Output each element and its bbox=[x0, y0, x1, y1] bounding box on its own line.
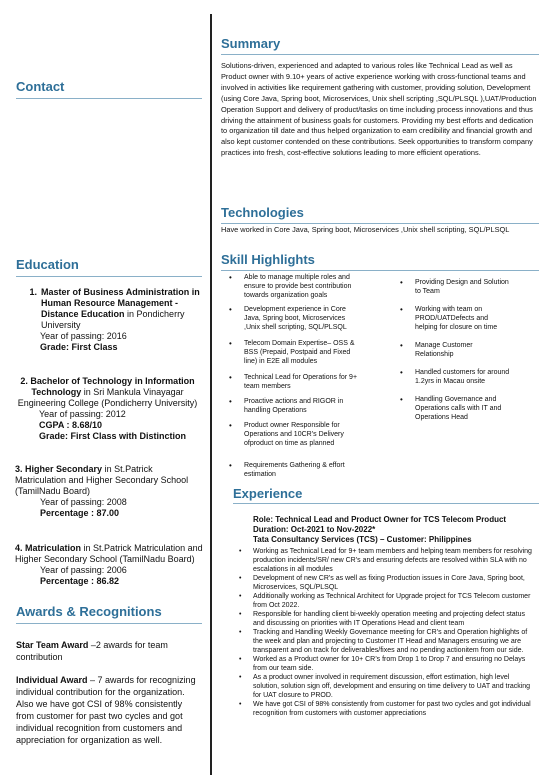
education-degree: Bachelor of Technology in Information Technology bbox=[30, 376, 195, 397]
summary-rule bbox=[221, 54, 539, 55]
bullet-icon: • bbox=[400, 395, 403, 404]
education-percentage: Percentage : 86.82 bbox=[40, 576, 120, 586]
technologies-rule bbox=[221, 223, 539, 224]
bullet-icon: • bbox=[229, 373, 232, 382]
education-cgpa: CGPA : 8.68/10 bbox=[39, 420, 103, 430]
education-number: 3. bbox=[15, 464, 23, 474]
education-institution: in Pondicherry University bbox=[41, 309, 185, 330]
skill-item bbox=[221, 461, 361, 479]
award-text: –2 awards for team contribution bbox=[16, 640, 168, 662]
education-year: Year of passing: 2012 bbox=[39, 409, 126, 419]
experience-item-text: Responsible for handling client bi-weekly operation meeting and projecting defect status and discussing on priorities with IT Operations Head and client team bbox=[253, 611, 525, 627]
skill-item bbox=[392, 341, 512, 359]
experience-item-text: We have got CSI of 98% consistently from customer for past two cycles and got individual recognition from customers with customer appreciations bbox=[253, 701, 531, 717]
skill-item-text: Handling Governance and Operations calls with IT and Operations Head bbox=[415, 396, 502, 421]
skill-item-text: Telecom Domain Expertise– OSS & BSS (Prepaid, Postpaid and Fixed line) in E2E all modules bbox=[244, 340, 355, 365]
award-title: Individual Award bbox=[16, 675, 88, 685]
experience-item bbox=[231, 610, 536, 628]
experience-item-text: Working as Technical Lead for 9+ team members and helping team members for resolving production incidents/SR/ new CR’s and ensuring defects are resolved within SLA with no escalations in all modules bbox=[253, 548, 532, 573]
experience-item bbox=[231, 574, 536, 592]
bullet-icon: • bbox=[229, 339, 232, 348]
bullet-icon: • bbox=[239, 629, 242, 636]
skills-heading: Skill Highlights bbox=[221, 252, 315, 267]
award-item-1 bbox=[16, 639, 202, 663]
experience-item bbox=[231, 673, 536, 700]
education-year: Year of passing: 2016 bbox=[40, 331, 127, 341]
skill-item bbox=[392, 278, 512, 296]
skills-right-column bbox=[392, 278, 512, 431]
skill-item-text: Working with team on PROD/UATDefects and helping for closure on time bbox=[415, 306, 498, 331]
education-number: 1. bbox=[29, 287, 37, 297]
skills-left-column bbox=[221, 273, 361, 482]
experience-item-text: Tracking and Handling Weekly Governance meeting for CR’s and Operation highlights of the week and plan and projecting to Customer IT Head and Managers ensuring we are transparent and on track for deliverables/fixes and no pending actionitem from our side. bbox=[253, 629, 528, 654]
education-institution: in Sri Mankula Vinayagar Engineering College (Pondicherry University) bbox=[17, 387, 198, 408]
experience-heading: Experience bbox=[233, 486, 303, 501]
experience-item bbox=[231, 700, 536, 718]
skill-item bbox=[221, 273, 361, 300]
skill-item-text: Development experience in Core Java, Spring boot, Microservices ,Unix shell scripting, SQL/PLSQL bbox=[244, 306, 347, 331]
bullet-icon: • bbox=[229, 461, 232, 470]
experience-item-text: Additionally working as Technical Architect for Upgrade project for TCS Telecom customer from Oct 2022. bbox=[253, 593, 531, 609]
technologies-heading: Technologies bbox=[221, 205, 304, 220]
bullet-icon: • bbox=[239, 593, 242, 600]
technologies-text: Have worked in Core Java, Spring boot, Microservices ,Unix shell scripting, SQL/PLSQL bbox=[221, 225, 510, 234]
bullet-icon: • bbox=[229, 305, 232, 314]
skill-item bbox=[221, 373, 361, 391]
education-percentage: Percentage : 87.00 bbox=[40, 508, 120, 518]
bullet-icon: • bbox=[229, 421, 232, 430]
skill-item bbox=[221, 305, 361, 332]
experience-duration: Duration: Oct-2021 to Nov-2022* bbox=[253, 525, 376, 534]
awards-rule bbox=[16, 623, 202, 624]
skill-item bbox=[392, 395, 512, 422]
education-year: Year of passing: 2008 bbox=[40, 497, 127, 507]
bullet-icon: • bbox=[400, 341, 403, 350]
experience-item-text: Development of new CR’s as well as fixing Production issues in Core Java, Spring boot, Microservices, SQL/PLSQL bbox=[253, 575, 525, 591]
education-grade: Grade: First Class bbox=[40, 342, 118, 352]
education-heading: Education bbox=[16, 257, 79, 272]
education-rule bbox=[16, 276, 202, 277]
bullet-icon: • bbox=[229, 397, 232, 406]
skill-item bbox=[221, 421, 361, 448]
summary-text: Solutions-driven, experienced and adapted to various roles like Technical Lead as well as Product owner with 9.10+ years of active experience working with cross-functional teams and involved in activities like requirement gathering with customer, providing solution, Development (using Core Java, Spring boot, Microservices, Unix shell scripting ,SQL/PLSQL ),UAT/Production Operation Support and delivery of product/tasks on time including process innovations and thus driving the attainment of business goals for customers. Providing my best efforts and dedication to organization till date and thus helped organization to earn credibility and financial growth and also kept customer contended on these contributions. Seek opportunities to transform company practices into fresh, cost-effective solutions leading to more efficient operations. bbox=[221, 61, 537, 158]
skill-item-text: Able to manage multiple roles and ensure to provide best contribution towards organization goals bbox=[244, 274, 352, 299]
experience-role: Role: Technical Lead and Product Owner for TCS Telecom Product bbox=[253, 515, 507, 524]
contact-rule bbox=[16, 98, 202, 99]
bullet-icon: • bbox=[229, 273, 232, 282]
experience-rule bbox=[233, 503, 539, 504]
skill-item bbox=[392, 305, 512, 332]
education-item-2 bbox=[0, 376, 205, 442]
education-institution: in St.Patrick Matriculation and Higher Secondary School (TamilNadu Board) bbox=[15, 464, 189, 496]
skills-rule bbox=[221, 270, 539, 271]
experience-header bbox=[253, 515, 543, 545]
bullet-icon: • bbox=[400, 368, 403, 377]
skill-item-text: Product owner Responsible for Operations and 10CR’s Delivery ofproduct on time as planned bbox=[244, 422, 344, 447]
bullet-icon: • bbox=[400, 305, 403, 314]
education-item-4 bbox=[0, 543, 205, 587]
education-number: 2. bbox=[20, 376, 28, 386]
awards-heading: Awards & Recognitions bbox=[16, 604, 162, 619]
bullet-icon: • bbox=[239, 548, 242, 555]
skill-item-text: Handled customers for around 1.2yrs in Macau onsite bbox=[415, 369, 510, 385]
bullet-icon: • bbox=[239, 611, 242, 618]
experience-item-text: As a product owner involved in requirement discussion, effort estimation, high level solution, solution sign off, development and ensuring on time delivery to UAT and tracking for UAT closure to PROD. bbox=[253, 674, 531, 699]
award-item-2 bbox=[16, 674, 202, 746]
bullet-icon: • bbox=[239, 701, 242, 708]
experience-item-text: Worked as a Product owner for 10+ CR’s from Drop 1 to Drop 7 and ensuring no Delays from our team side. bbox=[253, 656, 526, 672]
skill-item bbox=[221, 397, 361, 415]
education-grade: Grade: First Class with Distinction bbox=[39, 431, 187, 441]
skill-item-text: Manage Customer Relationship bbox=[415, 342, 473, 358]
experience-item bbox=[231, 547, 536, 574]
bullet-icon: • bbox=[239, 575, 242, 582]
education-degree: Higher Secondary bbox=[25, 464, 103, 474]
education-item-1 bbox=[0, 287, 205, 353]
summary-heading: Summary bbox=[221, 36, 281, 51]
experience-list bbox=[231, 547, 536, 718]
bullet-icon: • bbox=[239, 674, 242, 681]
experience-item bbox=[231, 655, 536, 673]
education-number: 4. bbox=[15, 543, 23, 553]
education-degree: Master of Business Administration in Human Resource Management - Distance Education bbox=[41, 287, 200, 319]
skill-item-text: Requirements Gathering & effort estimation bbox=[244, 462, 345, 478]
education-item-3 bbox=[0, 464, 205, 519]
column-divider bbox=[210, 14, 212, 775]
skill-item bbox=[392, 368, 512, 386]
skill-item bbox=[221, 339, 361, 366]
education-institution: in St.Patrick Matriculation and Higher Secondary School (TamilNadu Board) bbox=[15, 543, 203, 564]
experience-item bbox=[231, 592, 536, 610]
education-degree: Matriculation bbox=[25, 543, 82, 553]
skill-item-text: Proactive actions and RIGOR in handling Operations bbox=[244, 398, 344, 414]
award-title: Star Team Award bbox=[16, 640, 89, 650]
experience-company: Tata Consultancy Services (TCS) – Customer: Philippines bbox=[253, 535, 472, 544]
bullet-icon: • bbox=[400, 278, 403, 287]
bullet-icon: • bbox=[239, 656, 242, 663]
education-year: Year of passing: 2006 bbox=[40, 565, 127, 575]
skill-item-text: Providing Design and Solution to Team bbox=[415, 279, 509, 295]
experience-item bbox=[231, 628, 536, 655]
contact-heading: Contact bbox=[16, 79, 65, 94]
skill-item-text: Technical Lead for Operations for 9+ team members bbox=[244, 374, 358, 390]
award-text: – 7 awards for recognizing individual contribution for the organization. Also we have got CSI of 98% consistently from customer for past two cycles and got individual recognition from customers and appreciation for organization as well. bbox=[16, 675, 196, 745]
